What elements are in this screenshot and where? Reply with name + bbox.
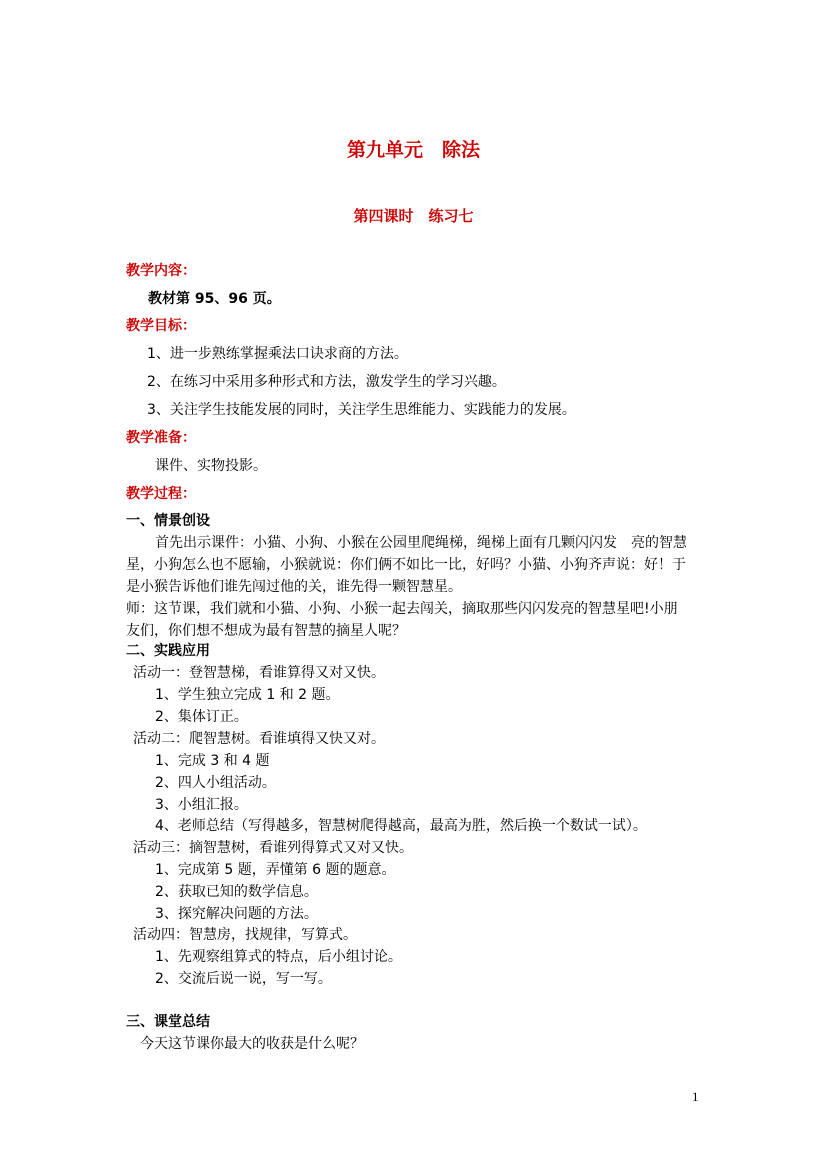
prep-text: 课件、实物投影。 (155, 458, 267, 474)
goal-item: 2、在练习中采用多种形式和方法，激发学生的学习兴趣。 (147, 374, 506, 390)
goal-item: 1、进一步熟练掌握乘法口诀求商的方法。 (147, 346, 408, 362)
paragraph-line: 是小猴告诉他们谁先闯过他的关，谁先得一颗智慧星。 (126, 579, 462, 595)
goal-item: 3、关注学生技能发展的同时，关注学生思维能力、实践能力的发展。 (147, 402, 576, 418)
paragraph-line: 友们，你们想不想成为最有智慧的摘星人呢？ (126, 623, 406, 639)
activity-item: 1、学生独立完成 1 和 2 题。 (155, 687, 340, 703)
activity-title: 活动一：登智慧梯，看谁算得又对又快。 (133, 665, 385, 681)
part2-heading: 二、实践应用 (126, 643, 210, 659)
part3-heading: 三、课堂总结 (126, 1014, 210, 1030)
paragraph-line: 师：这节课，我们就和小猫、小狗、小猴一起去闯关，摘取那些闪闪发亮的智慧星吧!小朋 (126, 601, 678, 617)
activity-title: 活动三：摘智慧树，看谁列得算式又对又快。 (133, 840, 413, 856)
activity-title: 活动二：爬智慧树。看谁填得又快又对。 (133, 731, 385, 747)
activity-item: 2、四人小组活动。 (155, 775, 276, 791)
goals-heading: 教学目标： (126, 318, 196, 334)
activity-item: 1、先观察组算式的特点，后小组讨论。 (155, 949, 402, 965)
activity-item: 2、交流后说一说，写一写。 (155, 971, 332, 987)
activity-item: 3、探究解决问题的方法。 (155, 906, 318, 922)
content-text: 教材第 95、96 页。 (148, 291, 281, 307)
content-heading: 教学内容： (126, 263, 196, 279)
prep-heading: 教学准备： (126, 430, 196, 446)
activity-title: 活动四：智慧房，找规律，写算式。 (133, 927, 357, 943)
part1-heading: 一、情景创设 (126, 513, 210, 529)
paragraph-line: 首先出示课件：小猫、小狗、小猴在公园里爬绳梯，绳梯上面有几颗闪闪发 亮的智慧 (155, 535, 687, 551)
page-number: 1 (692, 1089, 699, 1104)
activity-item: 2、集体订正。 (155, 709, 248, 725)
summary-text: 今天这节课你最大的收获是什么呢？ (140, 1036, 364, 1052)
lesson-subtitle: 第四课时 练习七 (353, 207, 474, 225)
process-heading: 教学过程： (126, 486, 196, 502)
activity-item: 1、完成第 5 题，弄懂第 6 题的题意。 (155, 862, 396, 878)
activity-item: 1、完成 3 和 4 题 (155, 753, 270, 769)
document-title: 第九单元 除法 (346, 139, 480, 161)
activity-item: 2、获取已知的数学信息。 (155, 884, 318, 900)
activity-item: 4、老师总结（写得越多，智慧树爬得越高，最高为胜，然后换一个数试一试）。 (155, 818, 647, 834)
paragraph-line: 星，小狗怎么也不愿输，小猴就说：你们俩不如比一比，好吗？小猫、小狗齐声说：好！于 (126, 557, 686, 573)
activity-item: 3、小组汇报。 (155, 797, 248, 813)
